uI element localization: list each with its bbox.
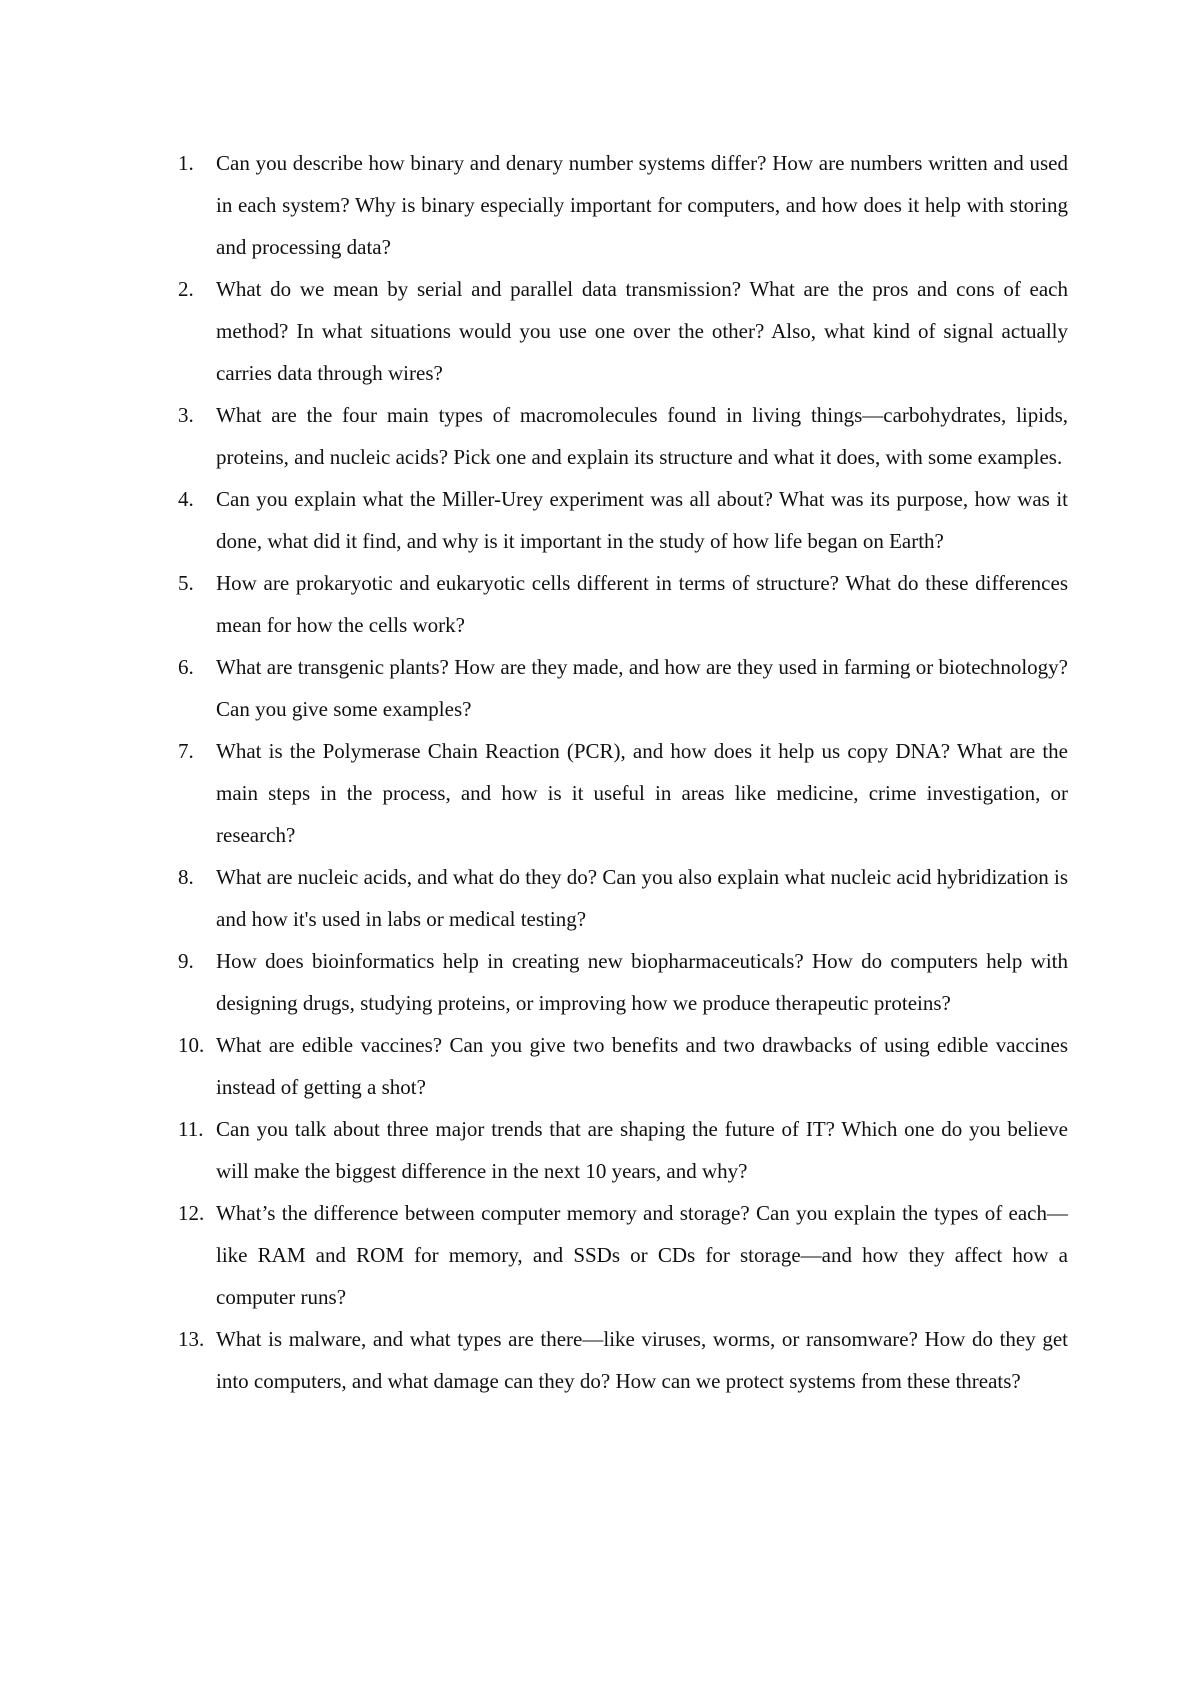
question-number: 5. bbox=[178, 571, 194, 595]
question-text: What is malware, and what types are there—like viruses, worms, or ransomware? How do they get into computers, and what damage can they do? How can we protect systems from these threats? bbox=[216, 1327, 1068, 1393]
question-item-10 bbox=[178, 1024, 1068, 1108]
question-number: 7. bbox=[178, 739, 194, 763]
question-item-11 bbox=[178, 1108, 1068, 1192]
question-text: Can you talk about three major trends that are shaping the future of IT? Which one do you believe will make the biggest difference in the next 10 years, and why? bbox=[216, 1117, 1068, 1183]
question-number: 3. bbox=[178, 403, 194, 427]
question-text: What are edible vaccines? Can you give two benefits and two drawbacks of using edible vaccines instead of getting a shot? bbox=[216, 1033, 1068, 1099]
question-item-4 bbox=[178, 478, 1068, 562]
question-text: What are transgenic plants? How are they made, and how are they used in farming or biotechnology? Can you give some examples? bbox=[216, 655, 1068, 721]
question-text: What do we mean by serial and parallel data transmission? What are the pros and cons of each method? In what situations would you use one over the other? Also, what kind of signal actually carries data through wires? bbox=[216, 277, 1068, 385]
question-number: 13. bbox=[178, 1327, 205, 1351]
question-text: What are the four main types of macromolecules found in living things—carbohydrates, lipids, proteins, and nucleic acids? Pick one and explain its structure and what it does, with some examples. bbox=[216, 403, 1068, 469]
question-text: What’s the difference between computer memory and storage? Can you explain the types of each—like RAM and ROM for memory, and SSDs or CDs for storage—and how they affect how a computer runs? bbox=[216, 1201, 1068, 1309]
question-number: 10. bbox=[178, 1033, 205, 1057]
question-item-5 bbox=[178, 562, 1068, 646]
question-number: 9. bbox=[178, 949, 194, 973]
question-item-7 bbox=[178, 730, 1068, 856]
question-number: 6. bbox=[178, 655, 194, 679]
question-item-1 bbox=[178, 142, 1068, 268]
question-text: What are nucleic acids, and what do they do? Can you also explain what nucleic acid hybridization is and how it's used in labs or medical testing? bbox=[216, 865, 1068, 931]
question-number: 8. bbox=[178, 865, 194, 889]
question-number: 12. bbox=[178, 1201, 205, 1225]
question-item-3 bbox=[178, 394, 1068, 478]
question-item-2 bbox=[178, 268, 1068, 394]
question-item-12 bbox=[178, 1192, 1068, 1318]
question-text: Can you describe how binary and denary number systems differ? How are numbers written and used in each system? Why is binary especially important for computers, and how does it help with storing and processing data? bbox=[216, 151, 1068, 259]
question-item-6 bbox=[178, 646, 1068, 730]
question-item-9 bbox=[178, 940, 1068, 1024]
question-number: 4. bbox=[178, 487, 194, 511]
question-number: 11. bbox=[178, 1117, 204, 1141]
question-text: How does bioinformatics help in creating new biopharmaceuticals? How do computers help with designing drugs, studying proteins, or improving how we produce therapeutic proteins? bbox=[216, 949, 1068, 1015]
question-text: What is the Polymerase Chain Reaction (PCR), and how does it help us copy DNA? What are the main steps in the process, and how is it useful in areas like medicine, crime investigation, or research? bbox=[216, 739, 1068, 847]
question-text: Can you explain what the Miller-Urey experiment was all about? What was its purpose, how was it done, what did it find, and why is it important in the study of how life began on Earth? bbox=[216, 487, 1068, 553]
question-item-13 bbox=[178, 1318, 1068, 1402]
question-item-8 bbox=[178, 856, 1068, 940]
question-number: 2. bbox=[178, 277, 194, 301]
question-list bbox=[178, 142, 1068, 1402]
question-number: 1. bbox=[178, 151, 194, 175]
question-text: How are prokaryotic and eukaryotic cells different in terms of structure? What do these differences mean for how the cells work? bbox=[216, 571, 1068, 637]
